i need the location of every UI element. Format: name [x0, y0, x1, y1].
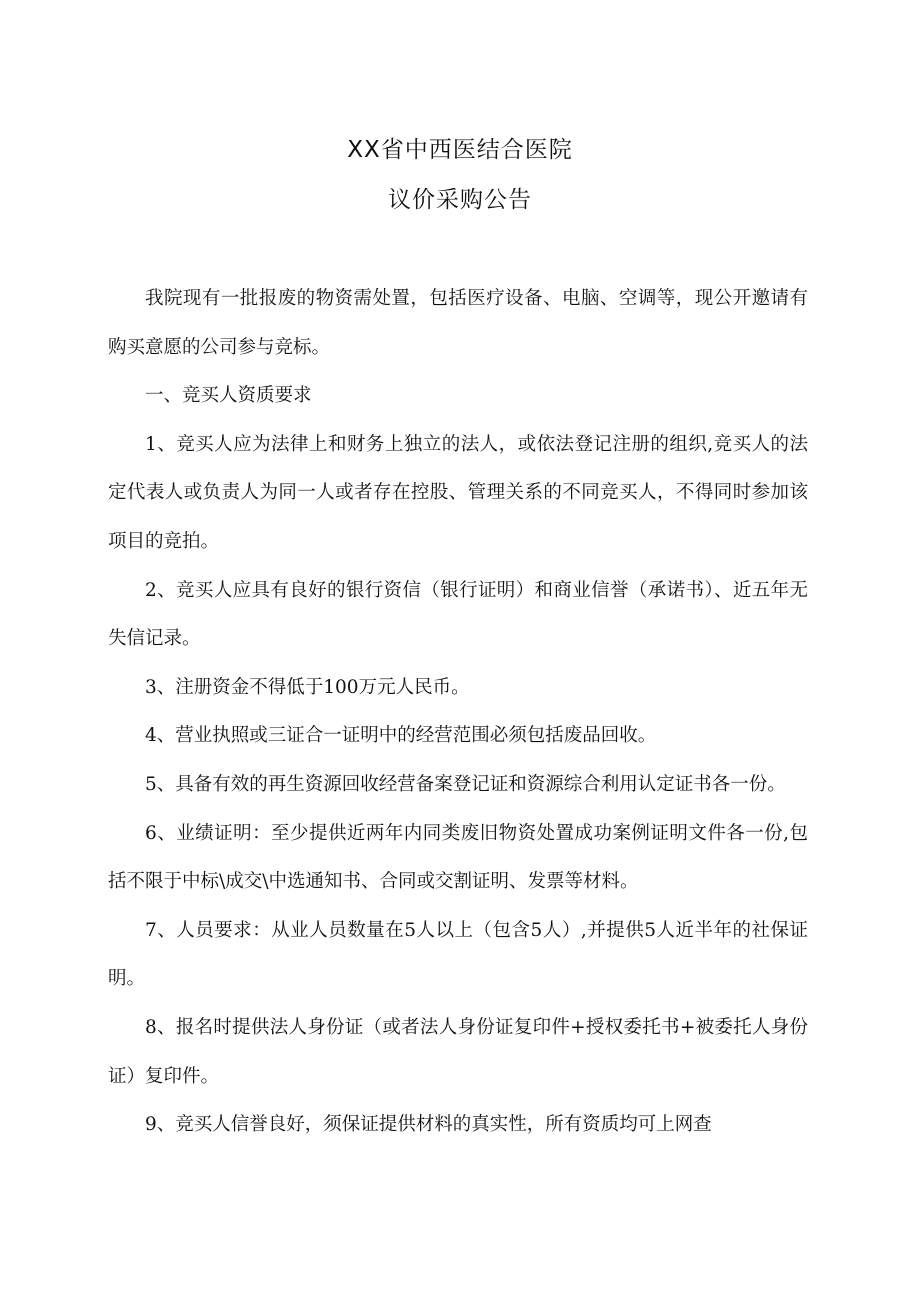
paragraph-item-8: 8、报名时提供法人身份证（或者法人身份证复印件+授权委托书+被委托人身份证）复印件。 — [108, 1016, 808, 1087]
section-heading-qualifications: 一、竞买人资质要求 — [145, 385, 312, 407]
document-title-hospital: XX省中西医结合医院 — [347, 137, 573, 163]
paragraph-item-6: 6、业绩证明：至少提供近两年内同类废旧物资处置成功案例证明文件各一份,包括不限于中标\成交\中选通知书、合同或交割证明、发票等材料。 — [108, 822, 808, 893]
paragraph-item-2: 2、竞买人应具有良好的银行资信（银行证明）和商业信誉（承诺书）、近五年无失信记录。 — [108, 579, 808, 650]
document-body — [108, 275, 808, 1150]
paragraph-item-9: 9、竞买人信誉良好，须保证提供材料的真实性，所有资质均可上网查 — [145, 1114, 712, 1136]
paragraph-item-1: 1、竞买人应为法律上和财务上独立的法人，或依法登记注册的组织,竞买人的法定代表人或负责人为同一人或者存在控股、管理关系的不同竞买人，不得同时参加该项目的竞拍。 — [108, 433, 808, 552]
paragraph-item-3: 3、注册资金不得低于100万元人民币。 — [145, 676, 470, 698]
paragraph-item-4: 4、营业执照或三证合一证明中的经营范围必须包括废品回收。 — [145, 725, 657, 747]
paragraph-item-5: 5、具备有效的再生资源回收经营备案登记证和资源综合利用认定证书各一份。 — [145, 773, 786, 795]
paragraph-intro: 我院现有一批报废的物资需处置，包括医疗设备、电脑、空调等，现公开邀请有购买意愿的公司参与竞标。 — [108, 288, 808, 358]
document-title-notice: 议价采购公告 — [388, 187, 532, 213]
paragraph-item-7: 7、人员要求：从业人员数量在5人以上（包含5人）,并提供5人近半年的社保证明。 — [108, 919, 808, 990]
